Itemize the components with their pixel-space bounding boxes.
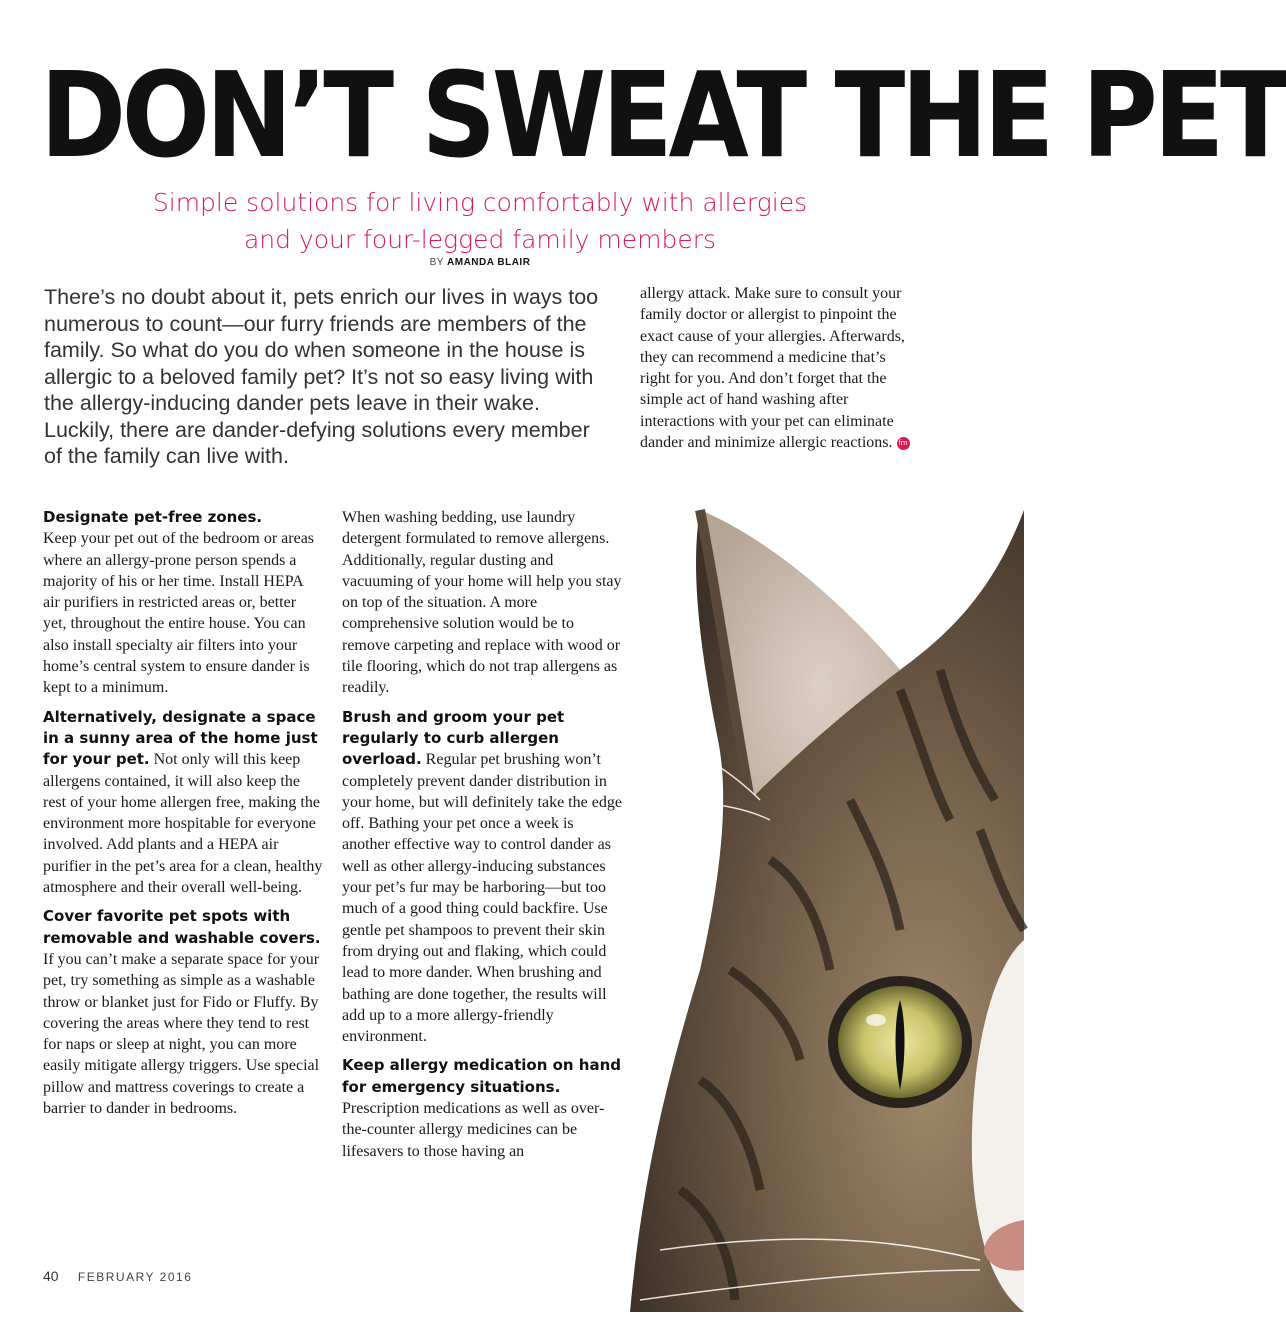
section-body: Regular pet brushing won’t completely prevent dander distribution in your home, but will definitely take the edge off. Bathing your pet once a week is another effective way to control dander as well as other allergy-inducing substances your pet’s fur may be harboring—but too much of a good thing could backfire. Use gentle pet shampoos to prevent their skin from drying out and flaking, which could lead to more dander. When brushing and bathing are done together, the results will add up to a more allergy-friendly environment. [342,751,622,1046]
section-heading: Alternatively, designate a space in a sunny area of the home just for your pet. [43,707,318,769]
section-heading: Designate pet-free zones. [43,508,263,526]
issue-date: FEBRUARY 2016 [77,1270,193,1284]
section-body: Prescription medications as well as over-the-counter allergy medicines can be lifesavers to those having an [342,1100,605,1160]
section-body: Not only will this keep allergens contained, it will also keep the rest of your home allergen free, making the environment more hospitable for everyone involved. Add plants and a HEPA air purifier in the pet’s area for a clean, healthy atmosphere and their overall well-being. [43,751,323,897]
intro-paragraph: There’s no doubt about it, pets enrich our lives in ways too numerous to count—our furry friends are members of the family. So what do you do when someone in the house is allergic to a beloved family pet? It’s not so easy living with the allergy-inducing dander pets leave in their wake. Luckily, there are dander-defying solutions every member of the family can live with. [44,285,599,468]
article-column-3 [640,283,910,461]
section-body: If you can’t make a separate space for your pet, try something as simple as a washable throw or blanket just for Fido or Fluffy. By covering the areas where they tend to rest for naps or sleep at night, you can more easily mitigate allergy triggers. Use special pillow and mattress coverings to create a barrier to dander in bedrooms. [43,950,320,1118]
subheadline-line-1: Simple solutions for living comfortably with allergies [152,188,808,217]
section-washable-covers [43,906,323,1119]
headline: DON’T SWEAT THE PET [40,46,1286,184]
page-number: 40 [43,1268,59,1284]
byline [380,257,580,268]
page-footer [43,1268,192,1284]
section-sunny-area [43,707,323,899]
section-allergy-medication [342,1055,624,1161]
section-heading: Brush and groom your pet regularly to curb allergen overload. [342,707,565,769]
section-body: allergy attack. Make sure to consult your family doctor or allergist to pinpoint the exact cause of your allergies. Afterwards, they can recommend a medicine that’s right for you. And don’t forget that the simple act of hand washing after interactions with your pet can eliminate dander and minimize allergic reactions. [640,285,905,452]
end-mark-icon: fm [897,437,910,450]
section-body: When washing bedding, use laundry detergent formulated to remove allergens. Additionally, regular dusting and vacuuming of your home will help you stay on top of the situation. A more comprehensive solution would be to remove carpeting and replace with wood or tile flooring, which do not trap allergens as readily. [342,509,622,697]
article-column-1 [43,507,323,1127]
section-body: Keep your pet out of the bedroom or areas where an allergy-prone person spends a majority of his or her time. Install HEPA air purifiers in restricted areas or, better yet, throughout the entire house. You can also install specialty air filters into your home’s central system to ensure dander is kept to a minimum. [43,530,315,697]
section-heading: Cover favorite pet spots with removable and washable covers. [43,907,321,947]
article-column-2 [342,507,624,1170]
cat-photo [600,500,1024,1312]
byline-prefix: BY [429,257,444,268]
section-pet-free-zones [43,507,323,699]
subheadline-line-2: and your four-legged family members [243,225,717,254]
section-brush-groom [342,707,624,1048]
section-allergy-continued [640,283,910,453]
subheadline [80,184,880,258]
byline-author: AMANDA BLAIR [447,257,531,268]
section-heading: Keep allergy medication on hand for emergency situations. [342,1056,622,1096]
section-washing-bedding [342,507,624,699]
